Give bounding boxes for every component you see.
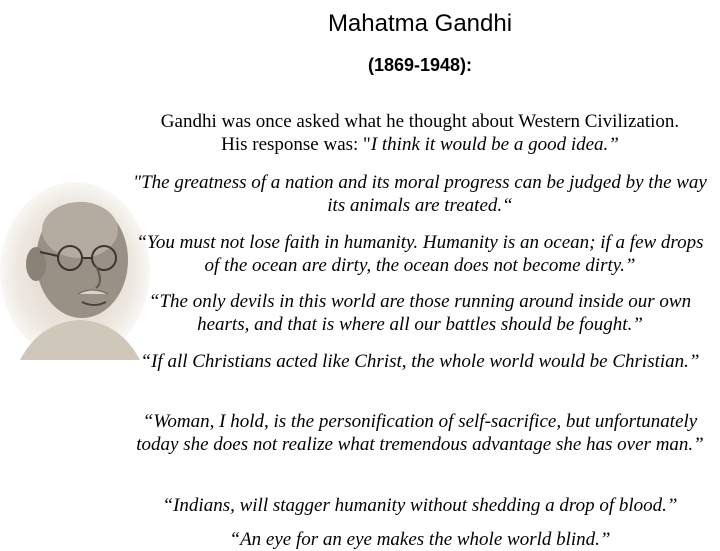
quote-humanity: “You must not lose faith in humanity. Humanity is an ocean; if a few drops of the ocean are dirty, the ocean does not become dirty.” — [136, 232, 704, 276]
intro-line-1: Gandhi was once asked what he thought about Western Civilization. — [160, 111, 680, 132]
gandhi-portrait — [0, 182, 150, 360]
intro-paragraph — [130, 110, 710, 156]
quote-indians: “Indians, will stagger humanity without shedding a drop of blood.” — [162, 495, 678, 516]
quote-woman: “Woman, I hold, is the personification of self-sacrifice, but unfortunately today she does not realize what tremendous advantage she has over man.” — [136, 411, 704, 455]
intro-line-2-prefix: His response was: " — [221, 134, 371, 155]
quote-devils: “The only devils in this world are those running around inside our own hearts, and that is where all our battles should be fought.” — [148, 291, 692, 335]
quote-christians: “If all Christians acted like Christ, the whole world would be Christian.” — [140, 351, 700, 372]
intro-response-quote: I think it would be a good idea.” — [370, 134, 619, 155]
intro-line-2 — [130, 133, 710, 156]
quote-eye-for-eye: “An eye for an eye makes the whole world blind.” — [229, 529, 611, 550]
page-title: Mahatma Gandhi — [327, 10, 513, 37]
quote-animals: "The greatness of a nation and its moral progress can be judged by the way its animals are treated.“ — [133, 172, 707, 216]
life-dates: (1869-1948): — [367, 55, 473, 75]
